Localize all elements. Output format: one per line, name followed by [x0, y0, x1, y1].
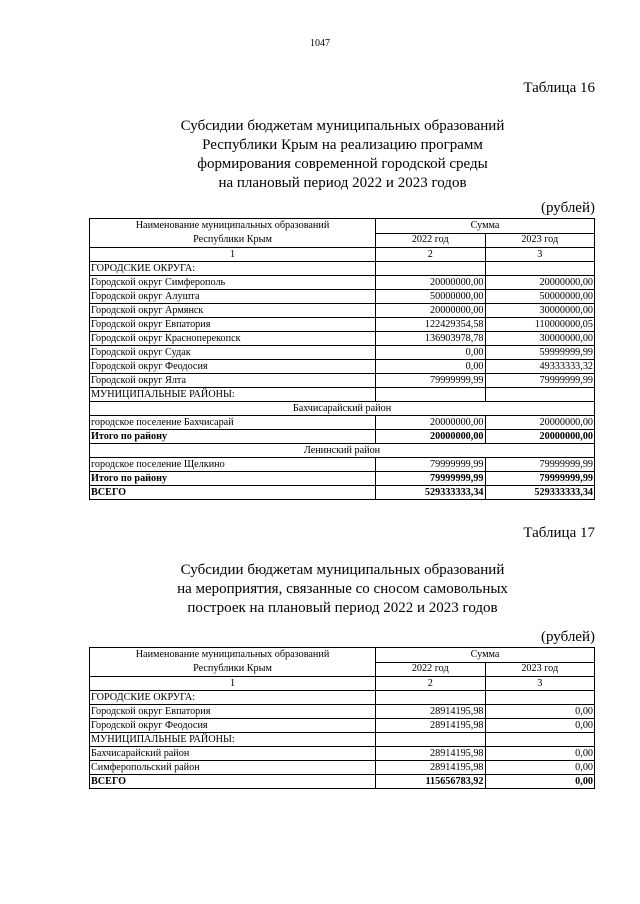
row-name-cell: Симферопольский район — [90, 761, 376, 775]
district-row — [90, 444, 595, 458]
table-17-units: (рублей) — [540, 629, 595, 645]
value-2023-cell: 79999999,99 — [485, 472, 595, 486]
empty-cell — [485, 733, 595, 747]
table-row — [90, 719, 595, 733]
row-name-cell: Бахчисарайский район — [90, 747, 376, 761]
row-name-cell: Итого по району — [90, 430, 376, 444]
header-name-line: Республики Крым — [193, 234, 272, 245]
total-row — [90, 775, 595, 789]
header-name-line: Республики Крым — [193, 663, 272, 674]
row-name-cell: Городской округ Красноперекопск — [90, 332, 376, 346]
value-2023-cell: 30000000,00 — [485, 304, 595, 318]
value-2023-cell: 0,00 — [485, 747, 595, 761]
value-2022-cell: 28914195,98 — [376, 705, 486, 719]
district-row — [90, 402, 595, 416]
empty-cell — [376, 691, 486, 705]
empty-cell — [376, 733, 486, 747]
title-line: построек на плановый период 2022 и 2023 годов — [187, 600, 498, 616]
value-2022-cell: 20000000,00 — [376, 304, 486, 318]
table-row — [90, 761, 595, 775]
value-2023-cell: 79999999,99 — [485, 458, 595, 472]
row-name-cell: ВСЕГО — [90, 486, 376, 500]
column-number: 3 — [485, 248, 595, 262]
row-name-cell: Городской округ Алушта — [90, 290, 376, 304]
value-2022-cell: 79999999,99 — [376, 374, 486, 388]
column-number: 2 — [376, 677, 486, 691]
row-name-cell: Городской округ Евпатория — [90, 318, 376, 332]
table-row — [90, 416, 595, 430]
empty-cell — [376, 262, 486, 276]
district-name-cell: Ленинский район — [90, 444, 595, 458]
header-name-cell — [90, 648, 376, 677]
table-row — [90, 290, 595, 304]
empty-cell — [376, 388, 486, 402]
header-year-2023: 2023 год — [485, 662, 595, 677]
table-row — [90, 747, 595, 761]
header-name-cell — [90, 219, 376, 248]
value-2023-cell: 0,00 — [485, 719, 595, 733]
header-year-2023: 2023 год — [485, 233, 595, 248]
value-2023-cell: 110000000,05 — [485, 318, 595, 332]
table-row — [90, 304, 595, 318]
value-2022-cell: 28914195,98 — [376, 761, 486, 775]
row-name-cell: ВСЕГО — [90, 775, 376, 789]
row-name-cell: городское поселение Щелкино — [90, 458, 376, 472]
table-row — [90, 705, 595, 719]
value-2023-cell: 20000000,00 — [485, 430, 595, 444]
row-name-cell: Городской округ Симферополь — [90, 276, 376, 290]
section-row — [90, 691, 595, 705]
section-row — [90, 262, 595, 276]
value-2023-cell: 20000000,00 — [485, 416, 595, 430]
table-row — [90, 360, 595, 374]
table-16-title — [90, 117, 595, 193]
row-name-cell: Итого по району — [90, 472, 376, 486]
title-line: Субсидии бюджетам муниципальных образований — [180, 118, 505, 134]
table-header-row — [90, 648, 595, 663]
title-line: на мероприятия, связанные со сносом самовольных — [177, 581, 508, 597]
value-2022-cell: 136903978,78 — [376, 332, 486, 346]
table-row — [90, 374, 595, 388]
value-2023-cell: 529333333,34 — [485, 486, 595, 500]
value-2022-cell: 0,00 — [376, 360, 486, 374]
table-17 — [89, 647, 595, 789]
table-row — [90, 276, 595, 290]
page-number: 1047 — [310, 38, 330, 49]
header-sum-cell: Сумма — [376, 648, 595, 663]
row-name-cell: городское поселение Бахчисарай — [90, 416, 376, 430]
value-2023-cell: 0,00 — [485, 761, 595, 775]
section-name-cell: МУНИЦИПАЛЬНЫЕ РАЙОНЫ: — [90, 733, 376, 747]
total-row — [90, 486, 595, 500]
value-2022-cell: 50000000,00 — [376, 290, 486, 304]
table-row — [90, 346, 595, 360]
value-2023-cell: 50000000,00 — [485, 290, 595, 304]
column-number-row — [90, 677, 595, 691]
row-name-cell: Городской округ Ялта — [90, 374, 376, 388]
row-name-cell: Городской округ Феодосия — [90, 360, 376, 374]
table-17-label: Таблица 17 — [523, 525, 595, 541]
column-number: 1 — [90, 677, 376, 691]
header-name-line: Наименование муниципальных образований — [135, 649, 330, 660]
header-year-2022: 2022 год — [376, 662, 486, 677]
district-name-cell: Бахчисарайский район — [90, 402, 595, 416]
title-line: Республики Крым на реализацию программ — [202, 137, 483, 153]
value-2022-cell: 79999999,99 — [376, 458, 486, 472]
total-row — [90, 430, 595, 444]
column-number: 1 — [90, 248, 376, 262]
value-2022-cell: 20000000,00 — [376, 276, 486, 290]
table-16-label: Таблица 16 — [523, 80, 595, 96]
table-row — [90, 318, 595, 332]
value-2022-cell: 529333333,34 — [376, 486, 486, 500]
value-2023-cell: 0,00 — [485, 775, 595, 789]
total-row — [90, 472, 595, 486]
value-2023-cell: 49333333,32 — [485, 360, 595, 374]
column-number: 3 — [485, 677, 595, 691]
value-2022-cell: 20000000,00 — [376, 430, 486, 444]
row-name-cell: Городской округ Судак — [90, 346, 376, 360]
title-line: Субсидии бюджетам муниципальных образований — [180, 562, 505, 578]
table-row — [90, 332, 595, 346]
table-16-units: (рублей) — [540, 200, 595, 216]
empty-cell — [485, 262, 595, 276]
value-2022-cell: 79999999,99 — [376, 472, 486, 486]
section-name-cell: ГОРОДСКИЕ ОКРУГА: — [90, 262, 376, 276]
value-2023-cell: 0,00 — [485, 705, 595, 719]
column-number: 2 — [376, 248, 486, 262]
header-sum-cell: Сумма — [376, 219, 595, 234]
section-row — [90, 733, 595, 747]
header-year-2022: 2022 год — [376, 233, 486, 248]
section-name-cell: ГОРОДСКИЕ ОКРУГА: — [90, 691, 376, 705]
section-row — [90, 388, 595, 402]
section-name-cell: МУНИЦИПАЛЬНЫЕ РАЙОНЫ: — [90, 388, 376, 402]
value-2022-cell: 28914195,98 — [376, 719, 486, 733]
value-2022-cell: 20000000,00 — [376, 416, 486, 430]
table-row — [90, 458, 595, 472]
value-2022-cell: 28914195,98 — [376, 747, 486, 761]
header-name-line: Наименование муниципальных образований — [135, 220, 330, 231]
title-line: на плановый период 2022 и 2023 годов — [218, 175, 467, 191]
row-name-cell: Городской округ Феодосия — [90, 719, 376, 733]
value-2023-cell: 59999999,99 — [485, 346, 595, 360]
value-2022-cell: 0,00 — [376, 346, 486, 360]
value-2022-cell: 122429354,58 — [376, 318, 486, 332]
table-17-title — [90, 561, 595, 618]
column-number-row — [90, 248, 595, 262]
row-name-cell: Городской округ Евпатория — [90, 705, 376, 719]
row-name-cell: Городской округ Армянск — [90, 304, 376, 318]
table-16 — [89, 218, 595, 500]
empty-cell — [485, 388, 595, 402]
value-2023-cell: 79999999,99 — [485, 374, 595, 388]
table-header-row — [90, 219, 595, 234]
value-2023-cell: 30000000,00 — [485, 332, 595, 346]
empty-cell — [485, 691, 595, 705]
title-line: формирования современной городской среды — [197, 156, 488, 172]
value-2022-cell: 115656783,92 — [376, 775, 486, 789]
value-2023-cell: 20000000,00 — [485, 276, 595, 290]
